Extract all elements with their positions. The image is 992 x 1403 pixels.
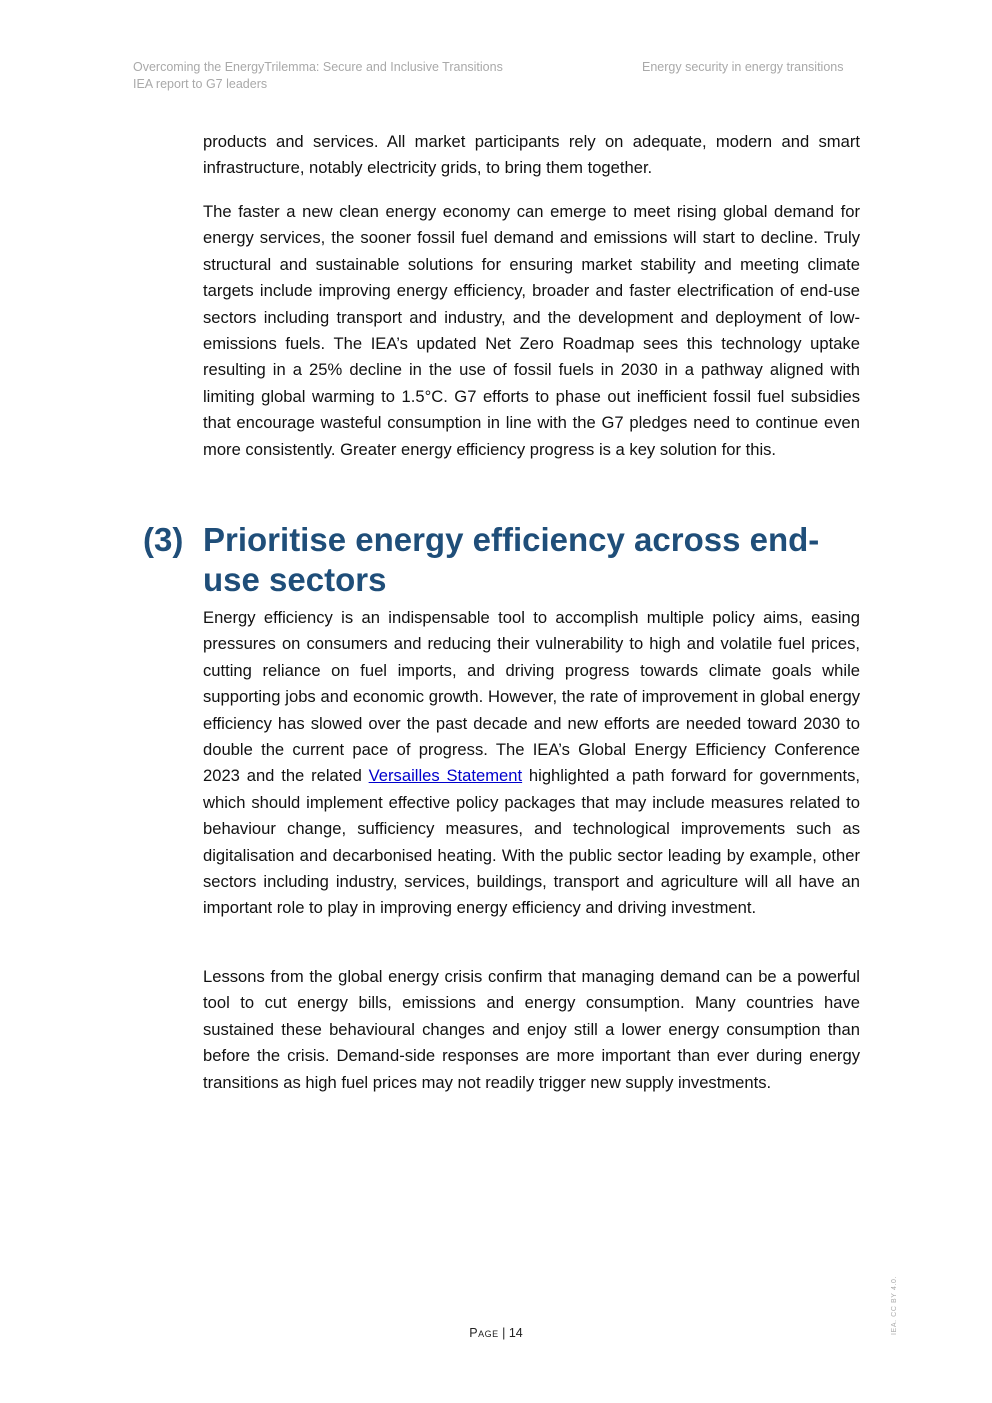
paragraph-text-before-link: Energy efficiency is an indispensable tool to accomplish multiple policy aims, easing pressures on consumers and reducing their vulnerability to high and volatile fuel prices, cutting reliance on fuel imports, and driving progress towards climate goals while supporting jobs and economic growth. However, the rate of improvement in global energy efficiency has slowed over the past decade and new efforts are needed toward 2030 to double the current pace of progress. The IEA’s Global Energy Efficiency Conference 2023 and the related xyxy=(203,608,860,786)
paragraph-clean-energy-economy xyxy=(203,199,860,463)
paragraph-text: The faster a new clean energy economy can emerge to meet rising global demand for energy services, the sooner fossil fuel demand and emissions will start to decline. Truly structural and sustainable solutions for ensuring market stability and meeting climate targets include improving energy efficiency, broader and faster electrification of end-use sectors including transport and industry, and the development and deployment of low-emissions fuels. The IEA’s updated Net Zero Roadmap sees this technology uptake resulting in a 25% decline in the use of fossil fuels in 2030 in a pathway aligned with limiting global warming to 1.5°C. G7 efforts to phase out inefficient fossil fuel subsidies that encourage wasteful consumption in line with the G7 pledges need to continue even more consistently. Greater energy efficiency progress is a key solution for this. xyxy=(203,202,860,459)
section-heading: Prioritise energy efficiency across end-use sectors xyxy=(203,521,820,598)
page-label: Page xyxy=(469,1326,499,1340)
paragraph-demand-management xyxy=(203,964,860,1096)
running-header-right: Energy security in energy transitions xyxy=(642,60,844,74)
versailles-statement-link[interactable]: Versailles Statement xyxy=(368,766,523,786)
paragraph-text: products and services. All market participants rely on adequate, modern and smart infrastructure, notably electricity grids, to bring them together. xyxy=(203,132,860,178)
paragraph-infrastructure xyxy=(203,129,860,182)
paragraph-text-after-link: highlighted a path forward for governments, which should implement effective policy packages that may include measures related to behaviour change, sufficiency measures, and technological improvements such as digitalisation and decarbonised heating. With the public sector leading by example, other sectors including industry, services, buildings, transport and agriculture will all have an important role to play in improving energy efficiency and driving investment. xyxy=(203,766,860,918)
section-number: (3) xyxy=(143,521,184,558)
paragraph-text xyxy=(203,605,860,922)
license-notice: IEA. CC BY 4.0. xyxy=(891,1275,898,1335)
paragraph-text: Lessons from the global energy crisis confirm that managing demand can be a powerful tool to cut energy bills, emissions and energy consumption. Many countries have sustained these behavioural changes and enjoy still a lower energy consumption than before the crisis. Demand-side responses are more important than ever during energy transitions as high fuel prices may not readily trigger new supply investments. xyxy=(203,967,860,1092)
report-title: Overcoming the EnergyTrilemma: Secure and Inclusive Transitions xyxy=(133,60,503,74)
page-number-footer xyxy=(0,1326,992,1340)
report-subtitle: IEA report to G7 leaders xyxy=(133,77,268,91)
page-separator: | xyxy=(498,1326,509,1340)
running-header-left xyxy=(133,59,503,93)
paragraph-energy-efficiency xyxy=(203,605,860,922)
page-number: 14 xyxy=(508,1326,523,1340)
